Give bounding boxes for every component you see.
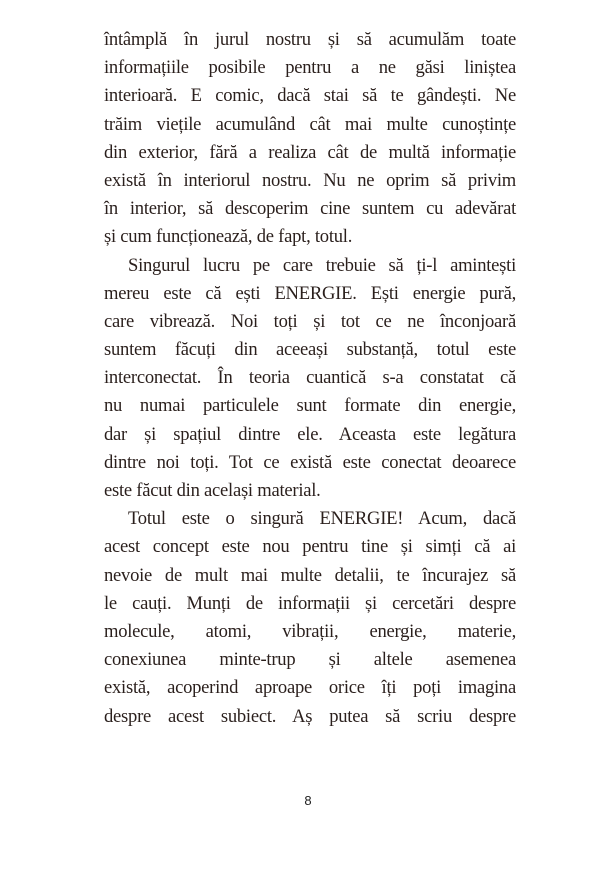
paragraph xyxy=(104,505,516,731)
text-line: în interior, să descoperim cine suntem cu adevărat xyxy=(104,198,516,220)
text-line: le cauți. Munți de informații și cercetări despre xyxy=(104,592,516,614)
text-line: există, acoperind aproape orice îți poți imagina xyxy=(104,677,516,699)
text-line: dar și spațiul dintre ele. Aceasta este legătura xyxy=(104,423,516,445)
text-line: Totul este o singură ENERGIE! Acum, dacă xyxy=(128,508,516,530)
text-line: informațiile posibile pentru a ne găsi liniștea xyxy=(104,57,516,79)
text-line: este făcut din același material. xyxy=(104,480,321,501)
text-line: Singurul lucru pe care trebuie să ți-l amintești xyxy=(128,254,516,276)
text-line: care vibrează. Noi toți și tot ce ne înconjoară xyxy=(104,310,516,332)
text-line: conexiunea minte-trup și altele asemenea xyxy=(104,649,516,671)
text-line: molecule, atomi, vibrații, energie, materie, xyxy=(104,620,516,642)
text-line: din exterior, fără a realiza cât de multă informație xyxy=(104,141,516,163)
text-line: nu numai particulele sunt formate din energie, xyxy=(104,395,516,417)
text-line: acest concept este nou pentru tine și simți că ai xyxy=(104,536,516,558)
body-text xyxy=(104,26,516,731)
text-line: interconectat. În teoria cuantică s-a constatat că xyxy=(104,367,516,389)
text-line: suntem făcuți din aceeași substanță, totul este xyxy=(104,339,516,361)
page-number: 8 xyxy=(304,793,312,808)
text-line: trăim viețile acumulând cât mai multe cunoștințe xyxy=(104,113,516,135)
text-line: interioară. E comic, dacă stai să te gândești. Ne xyxy=(104,85,516,107)
paragraph xyxy=(104,252,516,506)
text-line: întâmplă în jurul nostru și să acumulăm toate xyxy=(104,29,516,50)
text-line: nevoie de mult mai multe detalii, te încurajez să xyxy=(104,564,516,586)
text-line: există în interiorul nostru. Nu ne oprim să privim xyxy=(104,169,516,191)
text-line: mereu este că ești ENERGIE. Ești energie pură, xyxy=(104,282,516,304)
text-line: și cum funcționează, de fapt, totul. xyxy=(104,226,353,248)
text-line: dintre noi toți. Tot ce există este conectat deoarece xyxy=(104,451,516,473)
paragraph xyxy=(104,26,516,252)
text-line: despre acest subiect. Aș putea să scriu despre xyxy=(104,705,516,727)
